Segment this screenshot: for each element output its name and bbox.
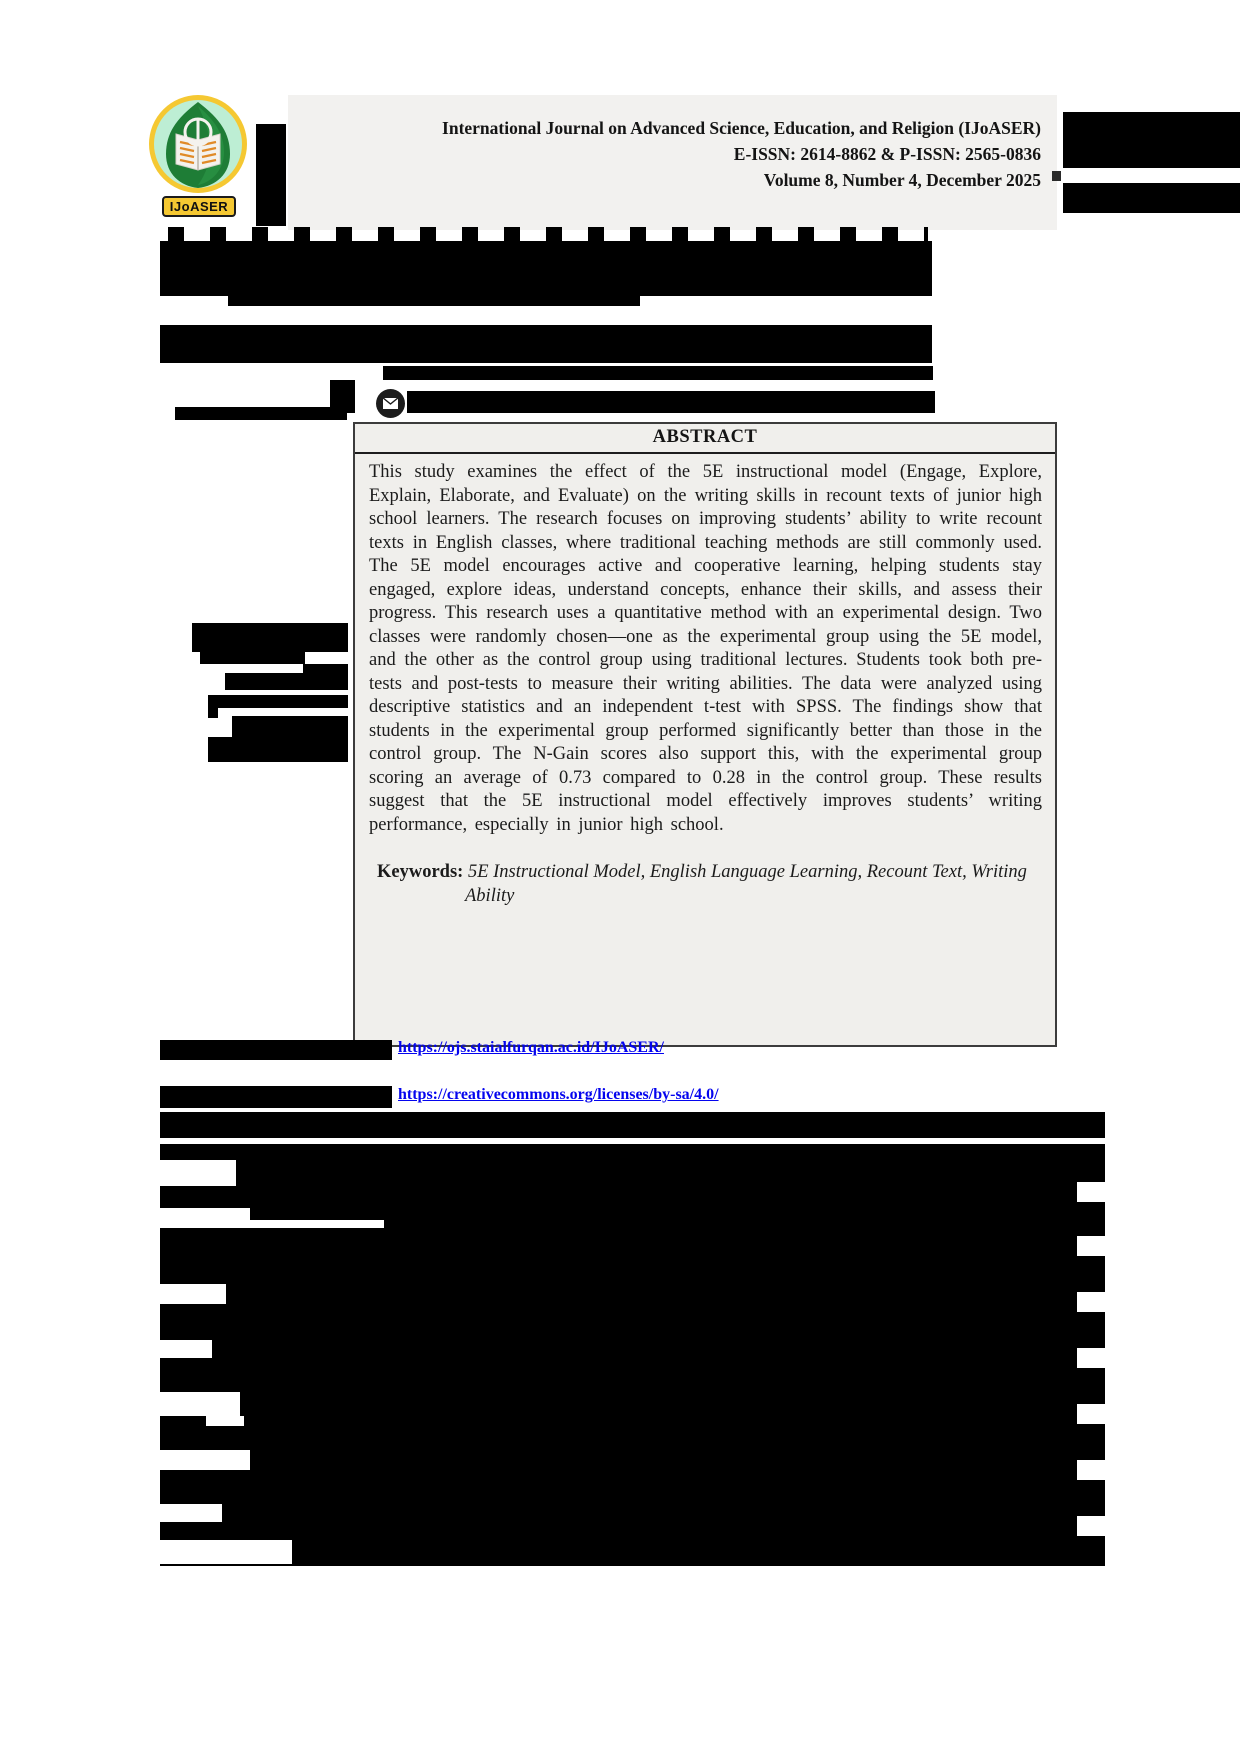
journal-volume: Volume 8, Number 4, December 2025	[763, 170, 1041, 190]
abstract-box	[353, 422, 1057, 1047]
email-icon[interactable]	[376, 389, 405, 418]
license-url-link[interactable]: https://creativecommons.org/licenses/by-sa/4.0/	[398, 1086, 719, 1103]
redacted-corner-top	[1063, 112, 1240, 168]
keywords-line	[377, 861, 1042, 908]
redacted-corresponding-author	[175, 407, 347, 420]
redacted-authors	[160, 325, 932, 363]
redacted-link-label-2	[160, 1086, 392, 1108]
redacted-article-title	[160, 241, 932, 296]
redacted-article-history-5	[208, 695, 348, 708]
keywords-separator: :	[457, 862, 468, 882]
redacted-link-label-1	[160, 1040, 392, 1060]
journal-title: International Journal on Advanced Science, Education, and Religion (IJoASER)	[442, 118, 1041, 138]
redacted-article-history-7	[232, 716, 348, 737]
redacted-header-strip	[256, 124, 286, 226]
keywords-label: Keywords	[377, 862, 458, 882]
redacted-article-history-6	[208, 708, 218, 718]
redacted-body-text	[160, 1144, 1105, 1566]
redacted-email	[407, 391, 935, 413]
journal-logo	[146, 92, 256, 222]
journal-header-box	[288, 95, 1057, 230]
redacted-article-title-tail	[228, 296, 640, 306]
journal-logo-text: IJoASER	[162, 196, 236, 217]
redacted-article-history-1	[192, 623, 348, 652]
redaction-artifact	[1052, 171, 1061, 181]
redacted-section-heading	[160, 1112, 1105, 1138]
redacted-article-history-2	[200, 652, 305, 664]
journal-url-link[interactable]: https://ojs.staialfurqan.ac.id/IJoASER/	[398, 1039, 664, 1056]
journal-issn: E-ISSN: 2614-8862 & P-ISSN: 2565-0836	[733, 144, 1041, 164]
redacted-article-history-4	[225, 673, 348, 690]
abstract-heading: ABSTRACT	[355, 424, 1055, 454]
redacted-corner-bottom	[1063, 183, 1240, 213]
redacted-article-history-8	[208, 737, 348, 762]
keywords-text: 5E Instructional Model, English Language Learning, Recount Text, Writing Ability	[465, 862, 1027, 906]
journal-logo-icon	[146, 92, 256, 202]
redacted-article-history-3	[303, 664, 348, 673]
abstract-text: This study examines the effect of the 5E instructional model (Engage, Explore, Explain, Elaborate, and Evaluate) on the writing skills in recount texts of junior high school learners. The research focuses on improving students’ ability to write recount texts in English classes, where traditional teaching methods are still commonly used. The 5E model encourages active and cooperative learning, helping students stay engaged, explore ideas, understand concepts, enhance their skills, and assess their progress. This research uses a quantitative method with an experimental design. Two classes were randomly chosen—one as the experimental group using the 5E model, and the other as the control group using traditional lectures. Students took both pre-tests and post-tests to measure their writing abilities. The data were analyzed using descriptive statistics and an independent t-test with SPSS. The findings show that students in the experimental group performed significantly better than those in the control group. The N-Gain scores also support this, with the experimental group scoring an average of 0.73 compared to 0.28 in the control group. These results suggest that the 5E instructional model effectively improves students’ writing performance, especially in junior high school.	[369, 462, 1042, 835]
redacted-affiliation	[383, 366, 933, 380]
